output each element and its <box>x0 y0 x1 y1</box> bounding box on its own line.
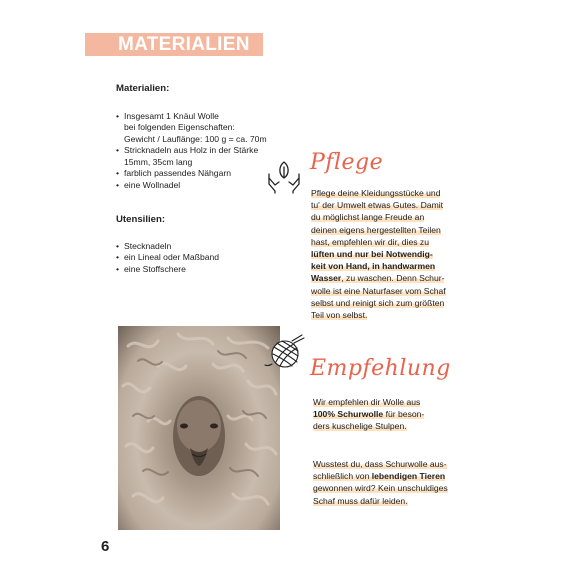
text-line: tu' der Umwelt etwas Gutes. Damit <box>311 200 444 211</box>
text-line: Teil von selbst. <box>311 310 368 321</box>
text-line: schließlich von <box>313 471 372 482</box>
text-line: gewonnen wird? Kein unschuldiges <box>313 483 448 494</box>
hands-leaf-icon <box>266 160 302 194</box>
bold-text: lebendigen Tieren <box>371 471 446 482</box>
page-number: 6 <box>101 538 110 555</box>
list-item: • Stricknadeln aus Holz in der Stärke <box>116 145 296 157</box>
list-item: 15mm, 35cm lang <box>124 156 193 167</box>
text-line: hast, empfehlen wir dir, dies zu <box>311 236 429 247</box>
text-line: selbst und reinigt sich zum größten <box>311 297 445 308</box>
list-item: bei folgenden Eigenschaften: <box>124 122 235 132</box>
text-line: Schaf muss dafür leiden. <box>313 495 408 506</box>
care-paragraph <box>311 187 466 321</box>
list-item: • eine Wollnadel <box>116 180 296 192</box>
sheep-photo <box>118 326 280 530</box>
yarn-ball-icon <box>264 334 306 370</box>
bold-text: lüften und nur bei Notwendig- <box>311 249 433 260</box>
bold-text: 100% Schurwolle <box>313 409 384 420</box>
utensils-heading: Utensilien: <box>116 214 166 225</box>
text-line: du möglichst lange Freude an <box>311 212 425 223</box>
text-line: ders kuschelige Stulpen. <box>313 421 407 432</box>
recommendation-paragraph-2 <box>313 458 468 507</box>
section-title-banner: MATERIALIEN <box>85 33 263 56</box>
text-line: , zu waschen. Denn Schur- <box>341 273 445 284</box>
text-line: Wusstest du, dass Schurwolle aus- <box>313 459 447 469</box>
bold-text: keit von Hand, in handwarmen <box>311 261 436 272</box>
text-line: deinen eigens hergestellten Teilen <box>311 224 441 235</box>
text-line: Pflege deine Kleidungsstücke und <box>311 188 441 198</box>
list-item: Gewicht / Lauflänge: 100 g = ca. 70m <box>124 133 267 144</box>
list-item: • farblich passendes Nähgarn <box>116 168 296 180</box>
bold-text: Wasser <box>311 273 342 284</box>
recommendation-paragraph-1 <box>313 396 463 433</box>
list-item: • eine Stoffschere <box>116 264 296 276</box>
text-line: für beson- <box>383 409 425 420</box>
list-item: • Insgesamt 1 Knäul Wolle <box>116 111 296 123</box>
care-title: Pflege <box>310 150 384 175</box>
text-line: Wir empfehlen dir Wolle aus <box>313 397 421 407</box>
utensils-list <box>116 241 296 276</box>
text-line: wolle ist eine Naturfaser vom Schaf <box>311 285 446 296</box>
recommendation-title: Empfehlung <box>310 356 451 381</box>
list-item: • ein Lineal oder Maßband <box>116 252 296 264</box>
list-item: • Stecknadeln <box>116 241 296 253</box>
materials-heading: Materialien: <box>116 83 170 94</box>
